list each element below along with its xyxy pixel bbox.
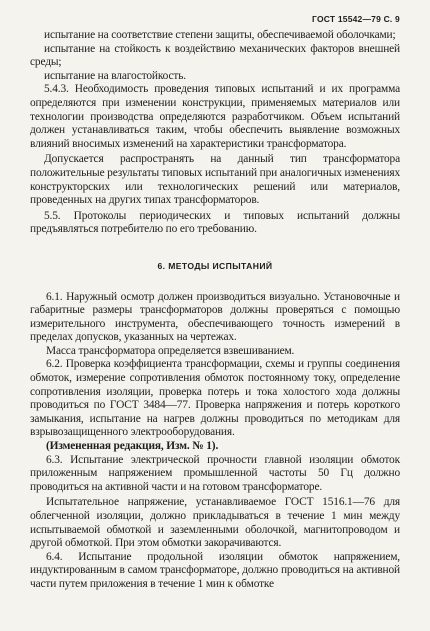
paragraph: Испытательное напряжение, устанавливаемое ГОСТ 1516.1—76 для облегченной изоляции, должно прикладываться в течение 1 мин между испытываемой обмоткой и заземленными оболочкой, магнитопроводом и другой обмоткой. При этом обмотки закорачиваются. [30,496,400,550]
amendment-note: (Измененная редакция, Изм. № 1). [46,440,219,453]
paragraph: испытание на соответствие степени защиты, обеспечиваемой оболочками; [44,29,396,41]
paragraph: Допускается распространять на данный тип трансформатора положительные результаты типовых испытаний при аналогичных изменениях конструкторских или технологических решений или материалов, проведенных на других типах трансформаторов. [30,153,400,207]
paragraph: 6.2. Проверка коэффициента трансформации, схемы и группы соединения обмоток, измерение сопротивления обмоток постоянному току, определение сопротивления изоляции, проверка потерь и тока холостого хода должны проводиться по ГОСТ 3484—77. Проверка напряжения и потерь короткого замыкания, испытание на нагрев должны проводиться по методикам для взрывозащищенного электрооборудования. [30,358,400,439]
section-heading: 6. МЕТОДЫ ИСПЫТАНИЙ [157,260,273,271]
paragraph: 5.5. Протоколы периодических и типовых испытаний должны предъявляться потребителю по его требованию. [30,209,400,236]
paragraph: 6.3. Испытание электрической прочности главной изоляции обмоток приложенным напряжением промышленной частоты 50 Гц должно проводиться на активной части и на готовом трансформаторе. [30,453,400,493]
document-body [30,29,400,592]
paragraph: 6.1. Наружный осмотр должен производиться визуально. Установочные и габаритные размеры трансформаторов должны проверяться с помощью измерительного инструмента, обеспечивающего точность измерений в пределах допусков, указанных на чертежах. [30,290,400,344]
paragraph: 5.4.3. Необходимость проведения типовых испытаний и их программа определяются при изменении конструкции, применяемых материалов или технологии производства определяются разработчиком. Объем испытаний должен устанавливаться таким, чтобы обеспечить выявление возможных влияний вносимых изменений на характеристики трансформатора. [30,83,400,150]
paragraph: Масса трансформатора определяется взвешиванием. [46,344,295,357]
page-header: ГОСТ 15542—79 С. 9 [312,14,400,24]
paragraph: испытание на влагостойкость. [44,69,186,82]
paragraph: 6.4. Испытание продольной изоляции обмоток напряжением, индуктированным в самом трансформаторе, должно проводиться на активной части путем приложения в течение 1 мин к обмотке [30,550,400,590]
paragraph: испытание на стойкость к воздействию механических факторов внешней среды; [30,42,400,69]
